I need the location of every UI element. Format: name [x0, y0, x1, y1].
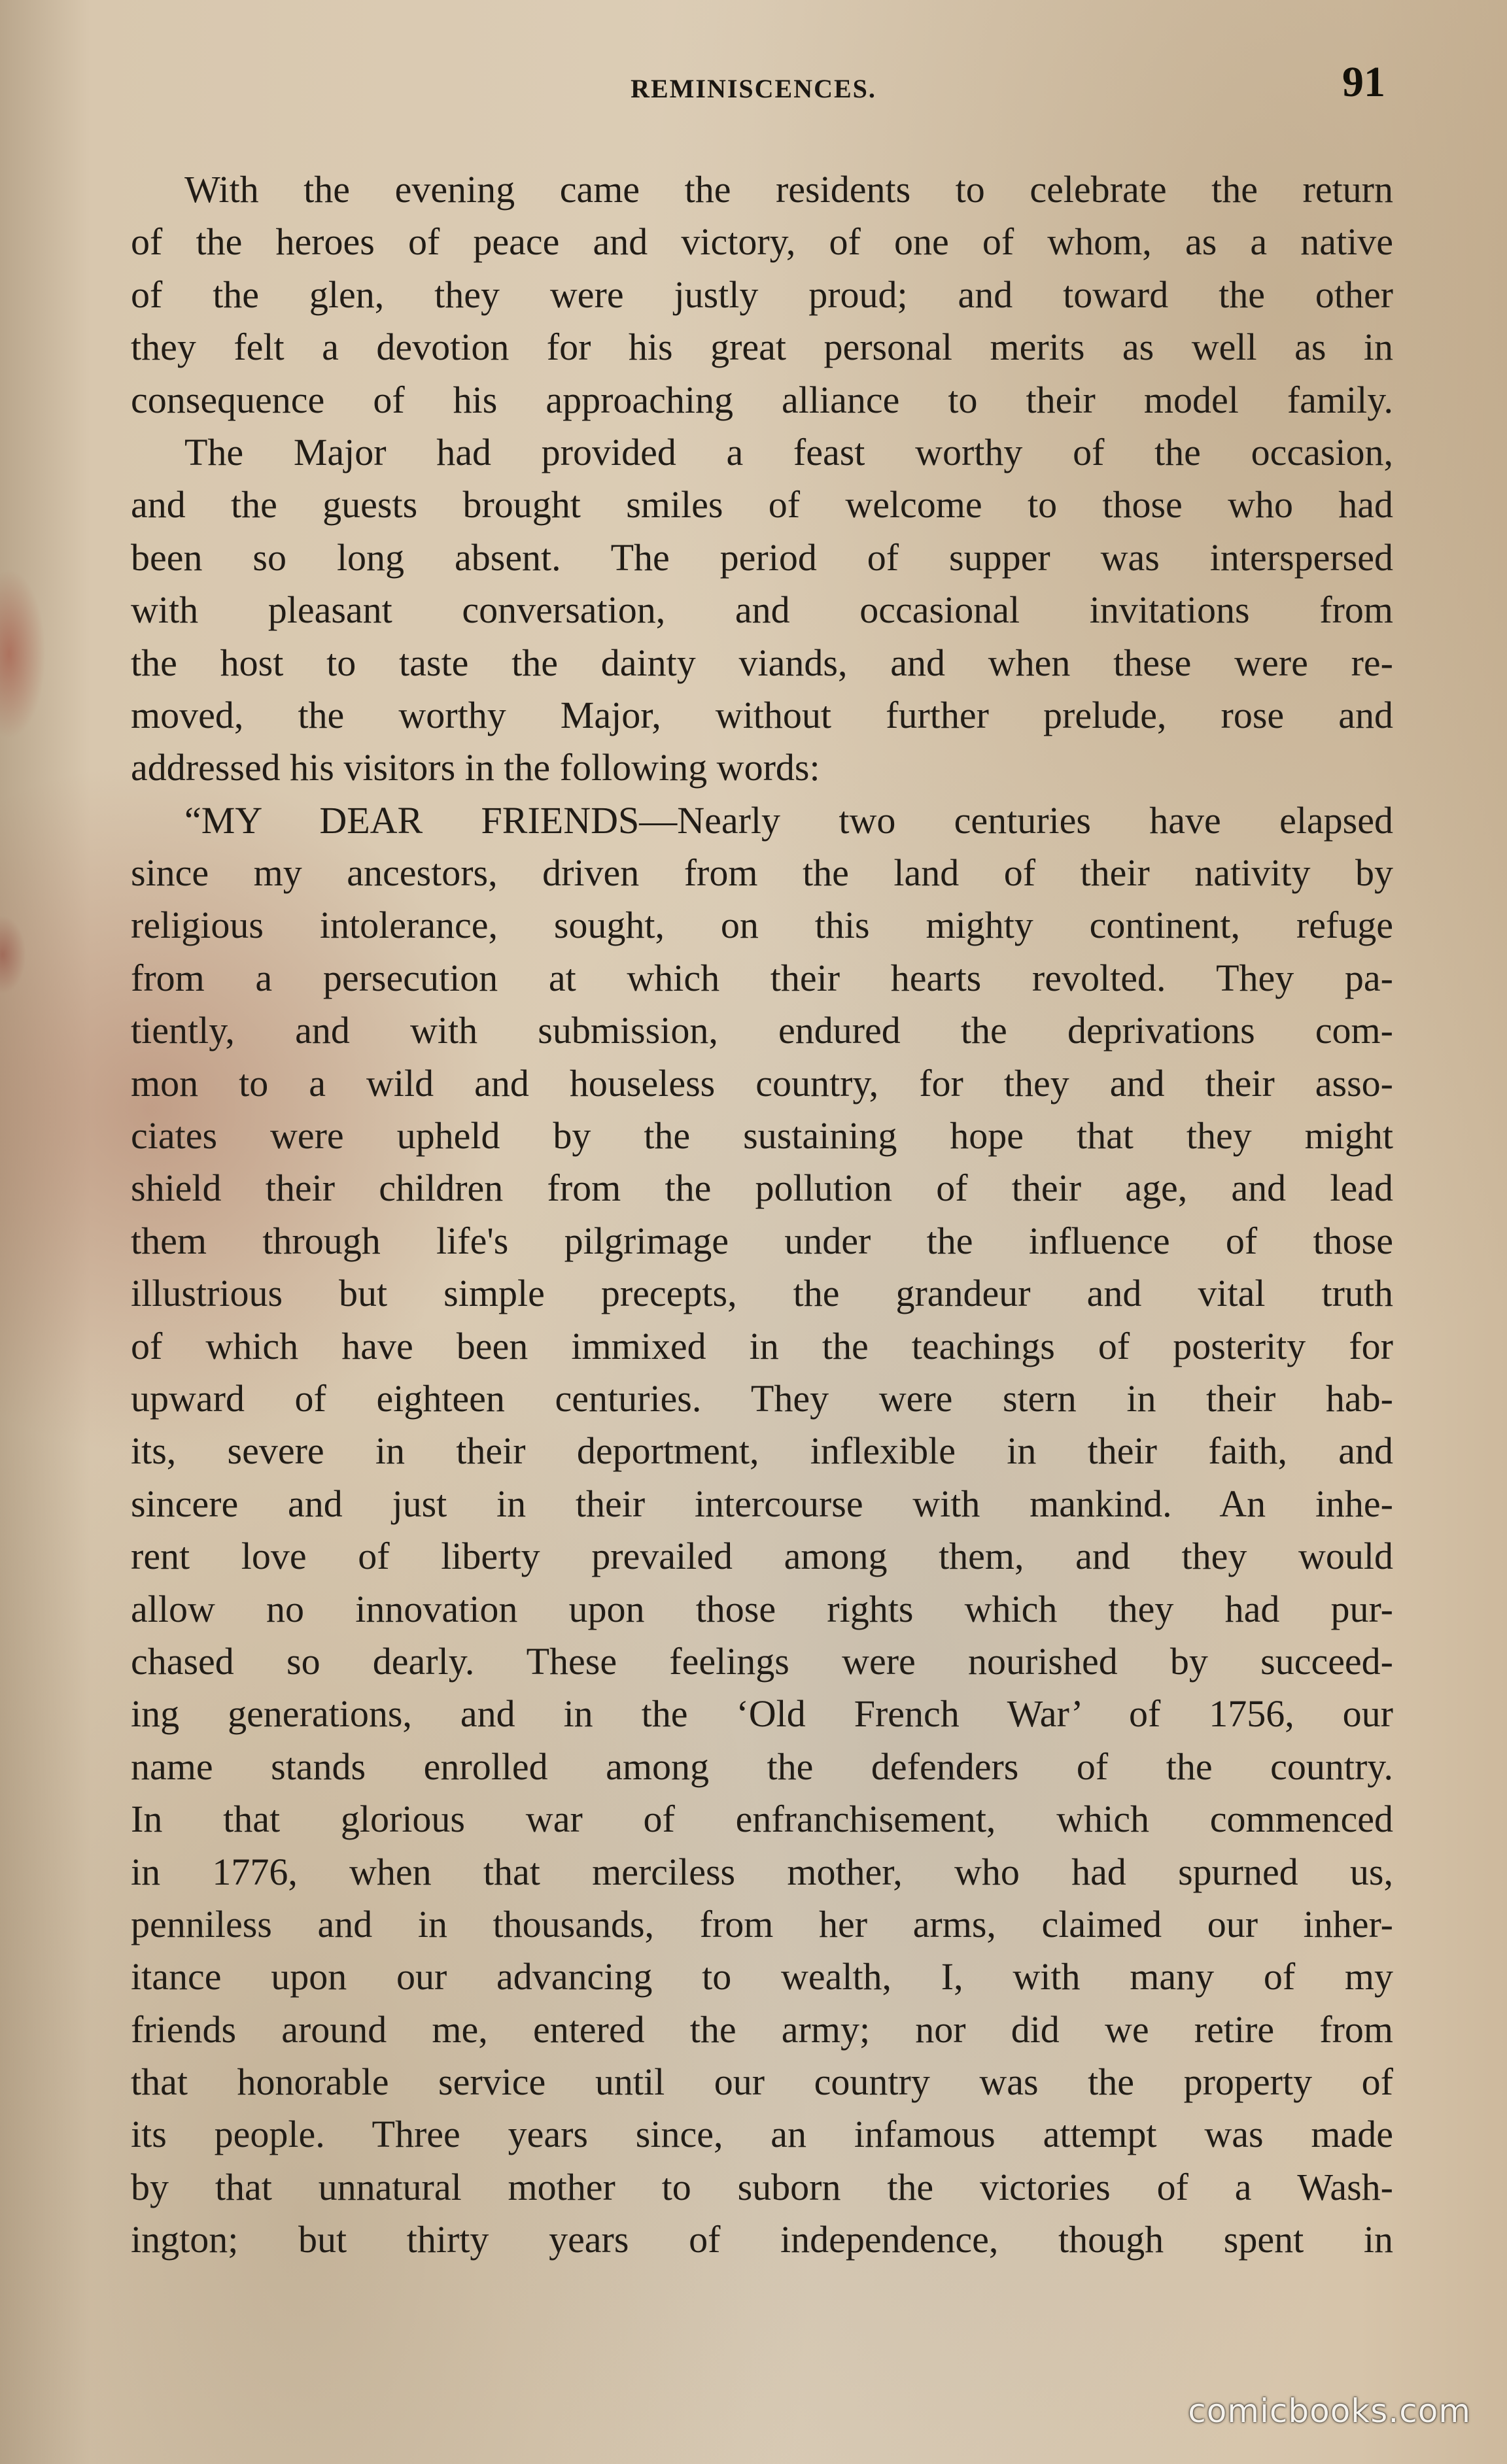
text-line: rent love of liberty prevailed among them, and they would	[131, 1535, 1393, 1578]
page-number: 91	[1342, 58, 1385, 106]
text-line: the host to taste the dainty viands, and when these were re-	[131, 641, 1393, 684]
text-line: consequence of his approaching alliance to their model family.	[131, 378, 1393, 421]
page-edge-stain	[0, 569, 46, 739]
text-line: illustrious but simple precepts, the grandeur and vital truth	[131, 1272, 1393, 1315]
text-line: penniless and in thousands, from her arms, claimed our inher-	[131, 1902, 1393, 1945]
text-line: they felt a devotion for his great personal merits as well as in	[131, 326, 1393, 369]
text-line: shield their children from the pollution of their age, and lead	[131, 1167, 1393, 1210]
text-line: allow no innovation upon those rights which they had pur-	[131, 1587, 1393, 1630]
body-text	[131, 163, 1393, 2267]
text-line: tiently, and with submission, endured the deprivations com-	[131, 1009, 1393, 1052]
text-line: itance upon our advancing to wealth, I, with many of my	[131, 1955, 1393, 1998]
text-line: name stands enrolled among the defenders of the country.	[131, 1745, 1393, 1788]
text-line: In that glorious war of enfranchisement, which commenced	[131, 1798, 1393, 1841]
text-line: upward of eighteen centuries. They were stern in their hab-	[131, 1377, 1393, 1420]
text-line: mon to a wild and houseless country, for they and their asso-	[131, 1061, 1393, 1104]
text-line: friends around me, entered the army; nor did we retire from	[131, 2008, 1393, 2051]
running-head: REMINISCENCES.	[631, 74, 876, 103]
text-line: of the glen, they were justly proud; and toward the other	[131, 273, 1393, 316]
text-line: with pleasant conversation, and occasional invitations from	[131, 589, 1393, 632]
text-line: sincere and just in their intercourse with mankind. An inhe-	[131, 1482, 1393, 1525]
page-edge-stain-small	[0, 915, 26, 994]
watermark: comicbooks.com	[1188, 2392, 1471, 2430]
text-line: its, severe in their deportment, inflexible in their faith, and	[131, 1429, 1393, 1473]
text-line: that honorable service until our country was the property of	[131, 2061, 1393, 2104]
text-line: religious intolerance, sought, on this mighty continent, refuge	[131, 904, 1393, 947]
text-line: The Major had provided a feast worthy of the occasion,	[184, 430, 1393, 473]
text-line: and the guests brought smiles of welcome to those who had	[131, 483, 1393, 526]
text-line: ciates were upheld by the sustaining hope that they might	[131, 1114, 1393, 1157]
text-line: “MY DEAR FRIENDS—Nearly two centuries have elapsed	[184, 798, 1393, 842]
text-line: since my ancestors, driven from the land of their nativity by	[131, 851, 1393, 895]
text-line: its people. Three years since, an infamous attempt was made	[131, 2113, 1393, 2156]
text-line: moved, the worthy Major, without further prelude, rose and	[131, 693, 1393, 736]
text-line: been so long absent. The period of supper was interspersed	[131, 536, 1393, 579]
text-line: by that unnatural mother to suborn the victories of a Wash-	[131, 2165, 1393, 2208]
text-line: chased so dearly. These feelings were nourished by succeed-	[131, 1639, 1393, 1683]
text-line: them through life's pilgrimage under the influence of those	[131, 1219, 1393, 1262]
text-line: addressed his visitors in the following words:	[131, 746, 820, 789]
text-line: from a persecution at which their hearts revolted. They pa-	[131, 956, 1393, 999]
text-line: With the evening came the residents to celebrate the return	[184, 168, 1393, 211]
text-line: ing generations, and in the ‘Old French War’ of 1756, our	[131, 1692, 1393, 1736]
text-line: of which have been immixed in the teachings of posterity for	[131, 1324, 1393, 1367]
text-line: ington; but thirty years of independence, though spent in	[131, 2218, 1393, 2261]
text-line: of the heroes of peace and victory, of one of whom, as a native	[131, 220, 1393, 264]
text-line: in 1776, when that merciless mother, who had spurned us,	[131, 1850, 1393, 1893]
